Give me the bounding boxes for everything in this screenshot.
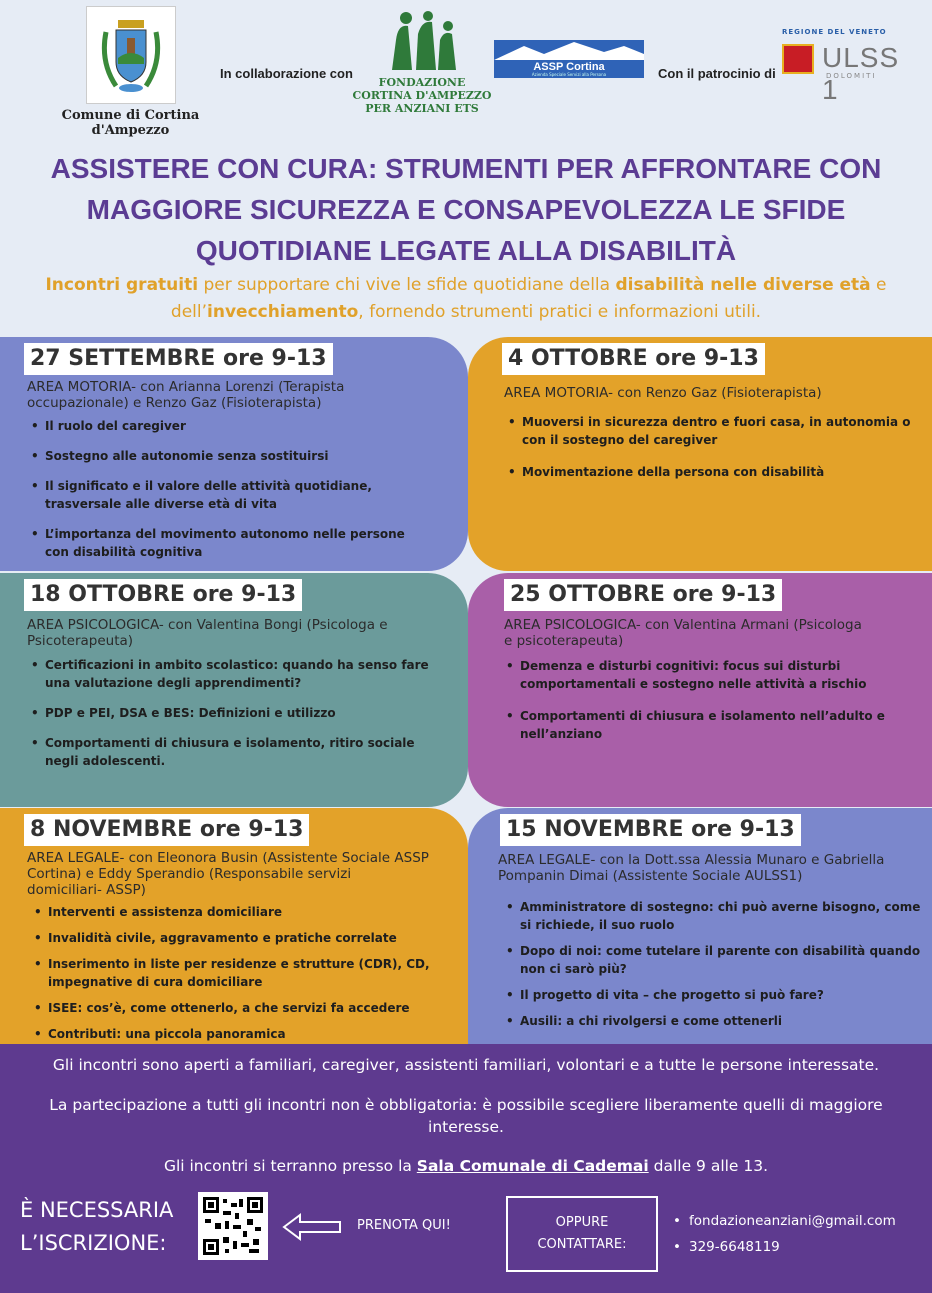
topic-item: • Il significato e il valore delle attività quotidiane, trasversale alle diverse età di vita — [27, 477, 405, 513]
contact-box — [506, 1196, 658, 1272]
ulss-region: REGIONE DEL VENETO — [782, 28, 887, 36]
session-panel-6 — [468, 808, 932, 1044]
topic-list — [502, 657, 885, 743]
subtitle-text-1: per supportare chi vive le sfide quotidiane della — [198, 275, 616, 295]
title-line-2: MAGGIORE SICUREZZA E CONSAPEVOLEZZA LE SFIDE — [86, 194, 846, 225]
ulss-subtitle: DOLOMITI — [826, 72, 877, 80]
topic-item: • Dopo di noi: come tutelare il parente con disabilità quando non ci sarò più? — [502, 942, 920, 978]
session-area — [504, 385, 822, 401]
participation-line-1: La partecipazione a tutti gli incontri non è obbligatoria: è possibile scegliere liberamente quelli di maggiore — [49, 1096, 883, 1114]
location-place-link[interactable]: Sala Comunale di Cademai — [416, 1157, 649, 1175]
session-area — [27, 617, 388, 649]
topic-list — [27, 656, 429, 770]
participation-line-2: interesse. — [428, 1118, 504, 1136]
assp-subtitle: Azienda Speciale Servizi alla Persona — [531, 72, 607, 77]
session-date: 8 NOVEMBRE ore 9-13 — [24, 814, 309, 846]
topic-item: • Inserimento in liste per residenze e strutture (CDR), CD, impegnative di cura domiciliare — [30, 955, 430, 991]
area-line: domiciliari- ASSP) — [27, 882, 146, 898]
subtitle-text-2: e dell’ — [170, 275, 887, 322]
session-area — [504, 617, 862, 649]
area-line: AREA MOTORIA- con Arianna Lorenzi (Terapista — [27, 379, 345, 395]
topic-item: • L’importanza del movimento autonomo nelle persone con disabilità cognitiva — [27, 525, 405, 561]
page-subtitle — [10, 272, 922, 326]
contact-list — [673, 1208, 896, 1260]
area-line: AREA MOTORIA- con Renzo Gaz (Fisioterapista) — [504, 385, 822, 401]
topic-item: • Amministratore di sostegno: chi può averne bisogno, come si richiede, il suo ruolo — [502, 898, 920, 934]
comune-logo — [28, 6, 233, 138]
topic-item: • Il ruolo del caregiver — [27, 417, 405, 435]
topic-list — [27, 417, 405, 561]
coat-of-arms-icon — [86, 6, 176, 104]
subtitle-free: Incontri gratuiti — [45, 275, 199, 295]
area-line: AREA PSICOLOGICA- con Valentina Bongi (Psicologa e — [27, 617, 388, 633]
area-line: AREA LEGALE- con la Dott.ssa Alessia Munaro e Gabriella — [498, 852, 885, 868]
fondazione-line-1: FONDAZIONE — [378, 76, 466, 89]
title-line-3: QUOTIDIANE LEGATE ALLA DISABILITÀ — [195, 235, 737, 266]
fondazione-logo — [352, 10, 492, 115]
registration-line-1: È NECESSARIA — [20, 1198, 174, 1222]
area-line: AREA PSICOLOGICA- con Valentina Armani (Psicologa — [504, 617, 862, 633]
topic-item: • Ausili: a chi rivolgersi e come ottenerli — [502, 1012, 920, 1030]
session-panel-2 — [468, 337, 932, 571]
ulss-name: ULSS 1 — [822, 42, 900, 105]
location-pre: Gli incontri si terranno presso la — [163, 1157, 417, 1175]
session-date: 4 OTTOBRE ore 9-13 — [502, 343, 765, 375]
ulss-logo — [782, 28, 900, 105]
area-line: AREA LEGALE- con Eleonora Busin (Assistente Sociale ASSP — [27, 850, 429, 866]
title-line-1: ASSISTERE CON CURA: STRUMENTI PER AFFRONTARE CON — [50, 153, 882, 184]
session-area — [27, 379, 344, 411]
phone-link[interactable]: • 329-6648119 — [673, 1234, 896, 1260]
email-link[interactable]: • fondazioneanziani@gmail.com — [673, 1208, 896, 1234]
topic-item: • PDP e PEI, DSA e BES: Definizioni e utilizzo — [27, 704, 429, 722]
session-date: 18 OTTOBRE ore 9-13 — [24, 579, 302, 611]
footer-location — [10, 1155, 922, 1177]
area-line: e psicoterapeuta) — [504, 633, 624, 649]
topic-item: • Comportamenti di chiusura e isolamento nell’adulto e nell’anziano — [502, 707, 885, 743]
topic-item: • Sostegno alle autonomie senza sostituirsi — [27, 447, 405, 465]
subtitle-aging: invecchiamento — [207, 302, 359, 322]
fondazione-line-3: PER ANZIANI ETS — [365, 102, 479, 115]
session-date: 25 OTTOBRE ore 9-13 — [504, 579, 782, 611]
topic-list — [502, 898, 920, 1030]
topic-item: • Contributi: una piccola panoramica — [30, 1025, 430, 1043]
session-date: 27 SETTEMBRE ore 9-13 — [24, 343, 333, 375]
area-line: occupazionale) e Renzo Gaz (Fisioterapista) — [27, 395, 322, 411]
patrocinio-label: Con il patrocinio di — [658, 66, 776, 81]
session-area — [27, 850, 429, 898]
fondazione-figures-icon — [382, 10, 462, 72]
contact-box-line-1: OPPURE — [555, 1215, 609, 1230]
arrow-left-icon — [282, 1212, 344, 1242]
comune-name: Comune di Cortina d'Ampezzo — [61, 108, 200, 138]
topic-item: • Movimentazione della persona con disabilità — [504, 463, 911, 481]
footer-open-to: Gli incontri sono aperti a familiari, caregiver, assistenti familiari, volontari e a tutte le persone interessate. — [52, 1056, 880, 1074]
veneto-lion-icon — [782, 44, 814, 74]
topic-item: • Interventi e assistenza domiciliare — [30, 903, 430, 921]
mountains-icon — [494, 40, 644, 60]
session-panel-3 — [0, 573, 468, 807]
area-line: Psicoterapeuta) — [27, 633, 134, 649]
qr-code-icon[interactable] — [198, 1192, 268, 1260]
footer — [0, 1044, 932, 1293]
subtitle-disability: disabilità nelle diverse età — [615, 275, 871, 295]
topic-item: • ISEE: cos’è, come ottenerlo, a che servizi fa accedere — [30, 999, 430, 1017]
subtitle-text-3: , fornendo strumenti pratici e informazioni utili. — [358, 302, 762, 322]
location-post: dalle 9 alle 13. — [648, 1157, 769, 1175]
area-line: Pompanin Dimai (Assistente Sociale AULSS1) — [498, 868, 803, 884]
session-area — [498, 852, 884, 884]
page-title — [10, 148, 922, 271]
session-panel-4 — [468, 573, 932, 807]
book-here-link[interactable]: PRENOTA QUI! — [357, 1218, 451, 1233]
session-panel-5 — [0, 808, 468, 1044]
topic-item: • Certificazioni in ambito scolastico: quando ha senso fare una valutazione degli apprendimenti? — [27, 656, 429, 692]
topic-item: • Comportamenti di chiusura e isolamento, ritiro sociale negli adolescenti. — [27, 734, 429, 770]
session-panel-1 — [0, 337, 468, 571]
area-line: Cortina) e Eddy Sperandio (Responsabile servizi — [27, 866, 352, 882]
topic-list — [504, 413, 911, 481]
registration-required — [20, 1194, 173, 1260]
topic-item: • Demenza e disturbi cognitivi: focus sui disturbi comportamentali e sostegno nelle attività a rischio — [502, 657, 885, 693]
topic-item: • Invalidità civile, aggravamento e pratiche correlate — [30, 929, 430, 947]
topic-item: • Muoversi in sicurezza dentro e fuori casa, in autonomia o con il sostegno del caregiver — [504, 413, 911, 449]
assp-logo — [494, 40, 644, 78]
footer-participation — [10, 1094, 922, 1138]
collaboration-label: In collaborazione con — [220, 66, 353, 81]
assp-label: ASSP Cortina — [533, 61, 605, 73]
registration-line-2: L’ISCRIZIONE: — [20, 1231, 167, 1255]
topic-list — [30, 903, 430, 1043]
session-date: 15 NOVEMBRE ore 9-13 — [500, 814, 801, 846]
topic-item: • Il progetto di vita – che progetto si può fare? — [502, 986, 920, 1004]
fondazione-line-2: CORTINA D'AMPEZZO — [352, 89, 492, 102]
contact-box-line-2: CONTATTARE: — [537, 1237, 627, 1252]
